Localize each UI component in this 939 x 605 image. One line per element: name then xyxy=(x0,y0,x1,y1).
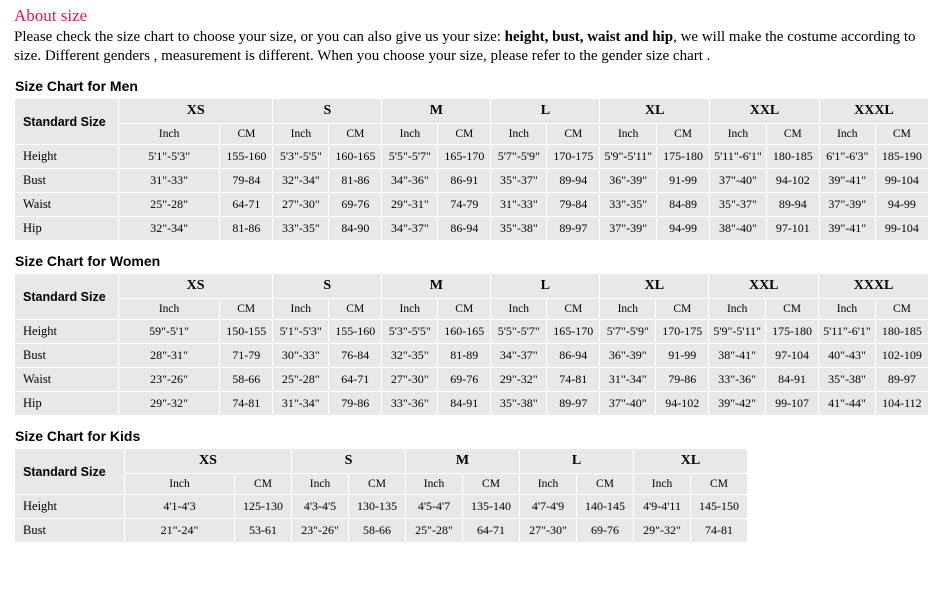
women-size-table xyxy=(14,273,929,416)
women-size-header-l: L xyxy=(491,274,600,299)
men-unit-header-inch: Inch xyxy=(382,124,438,145)
men-cell: 99-104 xyxy=(875,169,928,193)
men-cell: 155-160 xyxy=(220,145,273,169)
women-cell: 30"-33" xyxy=(273,344,329,368)
men-cell: 31"-33" xyxy=(491,193,547,217)
kids-cell: 140-145 xyxy=(577,495,634,519)
women-standard-size-label: Standard Size xyxy=(15,274,119,320)
women-cell: 150-155 xyxy=(220,320,273,344)
men-row-label-height: Height xyxy=(15,145,119,169)
kids-cell: 64-71 xyxy=(463,519,520,543)
table-row xyxy=(15,217,929,241)
men-cell: 5'5"-5'7" xyxy=(382,145,438,169)
men-unit-header-inch: Inch xyxy=(118,124,220,145)
men-unit-header-inch: Inch xyxy=(600,124,657,145)
women-cell: 31"-34" xyxy=(600,368,656,392)
women-cell: 27"-30" xyxy=(382,368,438,392)
women-cell: 40"-43" xyxy=(819,344,876,368)
men-cell: 91-99 xyxy=(657,169,710,193)
table-row xyxy=(15,344,929,368)
women-cell: 69-76 xyxy=(438,368,491,392)
women-row-label-bust: Bust xyxy=(15,344,119,368)
kids-cell: 25"-28" xyxy=(406,519,463,543)
kids-cell: 4'5-4'7 xyxy=(406,495,463,519)
men-cell: 81-86 xyxy=(220,217,273,241)
table-row xyxy=(15,368,929,392)
men-size-header-xl: XL xyxy=(600,99,710,124)
intro-paragraph xyxy=(14,28,929,66)
women-size-header-xl: XL xyxy=(600,274,709,299)
kids-cell: 29"-32" xyxy=(634,519,691,543)
kids-size-header-xs: XS xyxy=(125,449,292,474)
men-cell: 39"-41" xyxy=(819,169,875,193)
women-cell: 29"-32" xyxy=(118,392,219,416)
women-size-header-xxxl: XXXL xyxy=(819,274,929,299)
women-unit-header-inch: Inch xyxy=(600,299,656,320)
men-cell: 33"-35" xyxy=(273,217,329,241)
women-cell: 84-91 xyxy=(766,368,819,392)
women-cell: 74-81 xyxy=(220,392,273,416)
table-row xyxy=(15,145,929,169)
women-cell: 79-86 xyxy=(329,392,382,416)
men-cell: 185-190 xyxy=(875,145,928,169)
kids-cell: 4'1-4'3 xyxy=(125,495,235,519)
women-unit-header-cm: CM xyxy=(329,299,382,320)
men-row-label-waist: Waist xyxy=(15,193,119,217)
kids-row-label-bust: Bust xyxy=(15,519,125,543)
men-unit-header-cm: CM xyxy=(220,124,273,145)
kids-unit-header-inch: Inch xyxy=(520,474,577,495)
women-unit-row xyxy=(15,299,929,320)
women-unit-header-cm: CM xyxy=(438,299,491,320)
men-cell: 25"-28" xyxy=(118,193,220,217)
kids-cell: 4'3-4'5 xyxy=(292,495,349,519)
men-cell: 32"-34" xyxy=(118,217,220,241)
women-header-row xyxy=(15,274,929,299)
women-cell: 97-104 xyxy=(766,344,819,368)
men-cell: 34"-37" xyxy=(382,217,438,241)
women-row-label-height: Height xyxy=(15,320,119,344)
women-unit-header-cm: CM xyxy=(766,299,819,320)
kids-unit-header-inch: Inch xyxy=(125,474,235,495)
women-cell: 28"-31" xyxy=(118,344,219,368)
women-cell: 89-97 xyxy=(875,368,928,392)
kids-standard-size-label: Standard Size xyxy=(15,449,125,495)
women-unit-header-cm: CM xyxy=(220,299,273,320)
men-cell: 89-94 xyxy=(766,193,819,217)
table-row xyxy=(15,392,929,416)
men-cell: 39"-41" xyxy=(819,217,875,241)
men-cell: 84-89 xyxy=(657,193,710,217)
men-cell: 86-91 xyxy=(438,169,491,193)
women-row-label-waist: Waist xyxy=(15,368,119,392)
men-cell: 89-97 xyxy=(547,217,600,241)
intro-text-part1: Please check the size chart to choose your size, or you can also give us your size: xyxy=(14,29,505,45)
women-cell: 86-94 xyxy=(547,344,600,368)
women-size-header-s: S xyxy=(273,274,382,299)
women-cell: 155-160 xyxy=(329,320,382,344)
table-row xyxy=(15,320,929,344)
kids-size-table xyxy=(14,448,748,543)
women-cell: 41"-44" xyxy=(819,392,876,416)
kids-cell: 4'7-4'9 xyxy=(520,495,577,519)
women-cell: 81-89 xyxy=(438,344,491,368)
women-cell: 175-180 xyxy=(766,320,819,344)
kids-size-header-l: L xyxy=(520,449,634,474)
women-cell: 104-112 xyxy=(875,392,928,416)
women-cell: 79-86 xyxy=(656,368,709,392)
women-cell: 37"-40" xyxy=(600,392,656,416)
page-title: About size xyxy=(14,6,88,25)
women-cell: 84-91 xyxy=(438,392,491,416)
kids-chart-title: Size Chart for Kids xyxy=(15,428,141,444)
kids-size-header-m: M xyxy=(406,449,520,474)
men-cell: 79-84 xyxy=(547,193,600,217)
women-cell: 33"-36" xyxy=(709,368,766,392)
women-unit-header-inch: Inch xyxy=(118,299,219,320)
kids-cell: 21"-24" xyxy=(125,519,235,543)
men-cell: 5'11"-6'1" xyxy=(710,145,767,169)
women-cell: 180-185 xyxy=(875,320,928,344)
kids-cell: 23"-26" xyxy=(292,519,349,543)
women-cell: 38"-41" xyxy=(709,344,766,368)
kids-cell: 53-61 xyxy=(235,519,292,543)
women-cell: 35"-38" xyxy=(491,392,547,416)
kids-unit-header-cm: CM xyxy=(691,474,748,495)
kids-unit-row xyxy=(15,474,748,495)
men-cell: 36"-39" xyxy=(600,169,657,193)
kids-unit-header-cm: CM xyxy=(235,474,292,495)
women-cell: 64-71 xyxy=(329,368,382,392)
women-size-header-xxl: XXL xyxy=(709,274,819,299)
men-cell: 29"-31" xyxy=(382,193,438,217)
men-unit-header-inch: Inch xyxy=(819,124,875,145)
men-cell: 86-94 xyxy=(438,217,491,241)
men-cell: 94-99 xyxy=(875,193,928,217)
men-chart-title: Size Chart for Men xyxy=(15,78,138,94)
women-cell: 5'3"-5'5" xyxy=(382,320,438,344)
women-size-header-xs: XS xyxy=(118,274,272,299)
kids-unit-header-cm: CM xyxy=(577,474,634,495)
women-cell: 25"-28" xyxy=(273,368,329,392)
women-cell: 29"-32" xyxy=(491,368,547,392)
women-cell: 36"-39" xyxy=(600,344,656,368)
kids-size-header-xl: XL xyxy=(634,449,748,474)
men-cell: 175-180 xyxy=(657,145,710,169)
women-cell: 94-102 xyxy=(656,392,709,416)
men-cell: 35"-37" xyxy=(710,193,767,217)
women-unit-header-inch: Inch xyxy=(273,299,329,320)
men-cell: 27"-30" xyxy=(273,193,329,217)
kids-unit-header-cm: CM xyxy=(463,474,520,495)
women-unit-header-inch: Inch xyxy=(491,299,547,320)
women-cell: 39"-42" xyxy=(709,392,766,416)
kids-cell: 135-140 xyxy=(463,495,520,519)
women-unit-header-inch: Inch xyxy=(382,299,438,320)
intro-text-part2: , we will make the costume according to size. Different genders , measurement is different. When you choose your size, please refer to the gender size chart . xyxy=(14,29,916,64)
men-cell: 160-165 xyxy=(329,145,382,169)
women-cell: 5'11"-6'1" xyxy=(819,320,876,344)
women-cell: 76-84 xyxy=(329,344,382,368)
men-cell: 84-90 xyxy=(329,217,382,241)
men-size-header-s: S xyxy=(273,99,382,124)
intro-measurements-emphasis: height, bust, waist and hip xyxy=(504,29,674,45)
men-unit-header-cm: CM xyxy=(547,124,600,145)
kids-unit-header-cm: CM xyxy=(349,474,406,495)
kids-cell: 125-130 xyxy=(235,495,292,519)
women-unit-header-inch: Inch xyxy=(819,299,876,320)
men-unit-header-cm: CM xyxy=(875,124,928,145)
women-row-label-hip: Hip xyxy=(15,392,119,416)
kids-cell: 74-81 xyxy=(691,519,748,543)
women-cell: 33"-36" xyxy=(382,392,438,416)
men-standard-size-label: Standard Size xyxy=(15,99,119,145)
men-unit-header-inch: Inch xyxy=(491,124,547,145)
men-header-row xyxy=(15,99,929,124)
women-cell: 5'1"-5'3" xyxy=(273,320,329,344)
men-cell: 35"-37" xyxy=(491,169,547,193)
men-cell: 170-175 xyxy=(547,145,600,169)
men-cell: 35"-38" xyxy=(491,217,547,241)
men-cell: 31"-33" xyxy=(118,169,220,193)
men-cell: 64-71 xyxy=(220,193,273,217)
men-cell: 33"-35" xyxy=(600,193,657,217)
women-cell: 32"-35" xyxy=(382,344,438,368)
men-cell: 74-79 xyxy=(438,193,491,217)
kids-unit-header-inch: Inch xyxy=(406,474,463,495)
women-cell: 59"-5'1" xyxy=(118,320,219,344)
kids-header-row xyxy=(15,449,748,474)
men-unit-header-cm: CM xyxy=(329,124,382,145)
men-cell: 5'1"-5'3" xyxy=(118,145,220,169)
women-cell: 5'5"-5'7" xyxy=(491,320,547,344)
men-size-header-xs: XS xyxy=(118,99,273,124)
table-row xyxy=(15,193,929,217)
kids-cell: 27"-30" xyxy=(520,519,577,543)
men-cell: 37"-40" xyxy=(710,169,767,193)
men-cell: 81-86 xyxy=(329,169,382,193)
men-row-label-hip: Hip xyxy=(15,217,119,241)
women-cell: 71-79 xyxy=(220,344,273,368)
men-cell: 94-102 xyxy=(766,169,819,193)
women-size-header-m: M xyxy=(382,274,491,299)
women-cell: 165-170 xyxy=(547,320,600,344)
men-unit-header-inch: Inch xyxy=(273,124,329,145)
men-cell: 5'9"-5'11" xyxy=(600,145,657,169)
table-row xyxy=(15,495,748,519)
women-chart-title: Size Chart for Women xyxy=(15,253,161,269)
men-cell: 34"-36" xyxy=(382,169,438,193)
men-cell: 32"-34" xyxy=(273,169,329,193)
men-cell: 37"-39" xyxy=(819,193,875,217)
women-cell: 89-97 xyxy=(547,392,600,416)
women-cell: 23"-26" xyxy=(118,368,219,392)
kids-cell: 69-76 xyxy=(577,519,634,543)
women-cell: 58-66 xyxy=(220,368,273,392)
men-cell: 38"-40" xyxy=(710,217,767,241)
kids-cell: 145-150 xyxy=(691,495,748,519)
table-row xyxy=(15,169,929,193)
men-unit-header-inch: Inch xyxy=(710,124,767,145)
men-cell: 97-101 xyxy=(766,217,819,241)
women-cell: 170-175 xyxy=(656,320,709,344)
women-cell: 35"-38" xyxy=(819,368,876,392)
women-cell: 31"-34" xyxy=(273,392,329,416)
men-cell: 99-104 xyxy=(875,217,928,241)
kids-unit-header-inch: Inch xyxy=(634,474,691,495)
women-cell: 74-81 xyxy=(547,368,600,392)
kids-cell: 58-66 xyxy=(349,519,406,543)
kids-row-label-height: Height xyxy=(15,495,125,519)
women-unit-header-cm: CM xyxy=(656,299,709,320)
women-unit-header-cm: CM xyxy=(875,299,928,320)
kids-cell: 4'9-4'11 xyxy=(634,495,691,519)
men-cell: 37"-39" xyxy=(600,217,657,241)
men-size-header-l: L xyxy=(491,99,600,124)
men-cell: 5'3"-5'5" xyxy=(273,145,329,169)
men-cell: 79-84 xyxy=(220,169,273,193)
men-unit-header-cm: CM xyxy=(657,124,710,145)
men-unit-header-cm: CM xyxy=(438,124,491,145)
men-cell: 165-170 xyxy=(438,145,491,169)
men-cell: 180-185 xyxy=(766,145,819,169)
men-row-label-bust: Bust xyxy=(15,169,119,193)
women-unit-header-cm: CM xyxy=(547,299,600,320)
men-cell: 5'7"-5'9" xyxy=(491,145,547,169)
men-size-header-xxl: XXL xyxy=(710,99,820,124)
women-cell: 34"-37" xyxy=(491,344,547,368)
kids-cell: 130-135 xyxy=(349,495,406,519)
women-cell: 99-107 xyxy=(766,392,819,416)
men-size-table xyxy=(14,98,929,241)
men-unit-row xyxy=(15,124,929,145)
men-cell: 89-94 xyxy=(547,169,600,193)
women-cell: 5'9"-5'11" xyxy=(709,320,766,344)
kids-size-header-s: S xyxy=(292,449,406,474)
men-cell: 6'1"-6'3" xyxy=(819,145,875,169)
men-size-header-m: M xyxy=(382,99,491,124)
women-cell: 91-99 xyxy=(656,344,709,368)
men-cell: 69-76 xyxy=(329,193,382,217)
kids-unit-header-inch: Inch xyxy=(292,474,349,495)
men-size-header-xxxl: XXXL xyxy=(819,99,928,124)
women-cell: 5'7"-5'9" xyxy=(600,320,656,344)
women-cell: 160-165 xyxy=(438,320,491,344)
women-unit-header-inch: Inch xyxy=(709,299,766,320)
women-cell: 102-109 xyxy=(875,344,928,368)
men-cell: 94-99 xyxy=(657,217,710,241)
table-row xyxy=(15,519,748,543)
men-unit-header-cm: CM xyxy=(766,124,819,145)
